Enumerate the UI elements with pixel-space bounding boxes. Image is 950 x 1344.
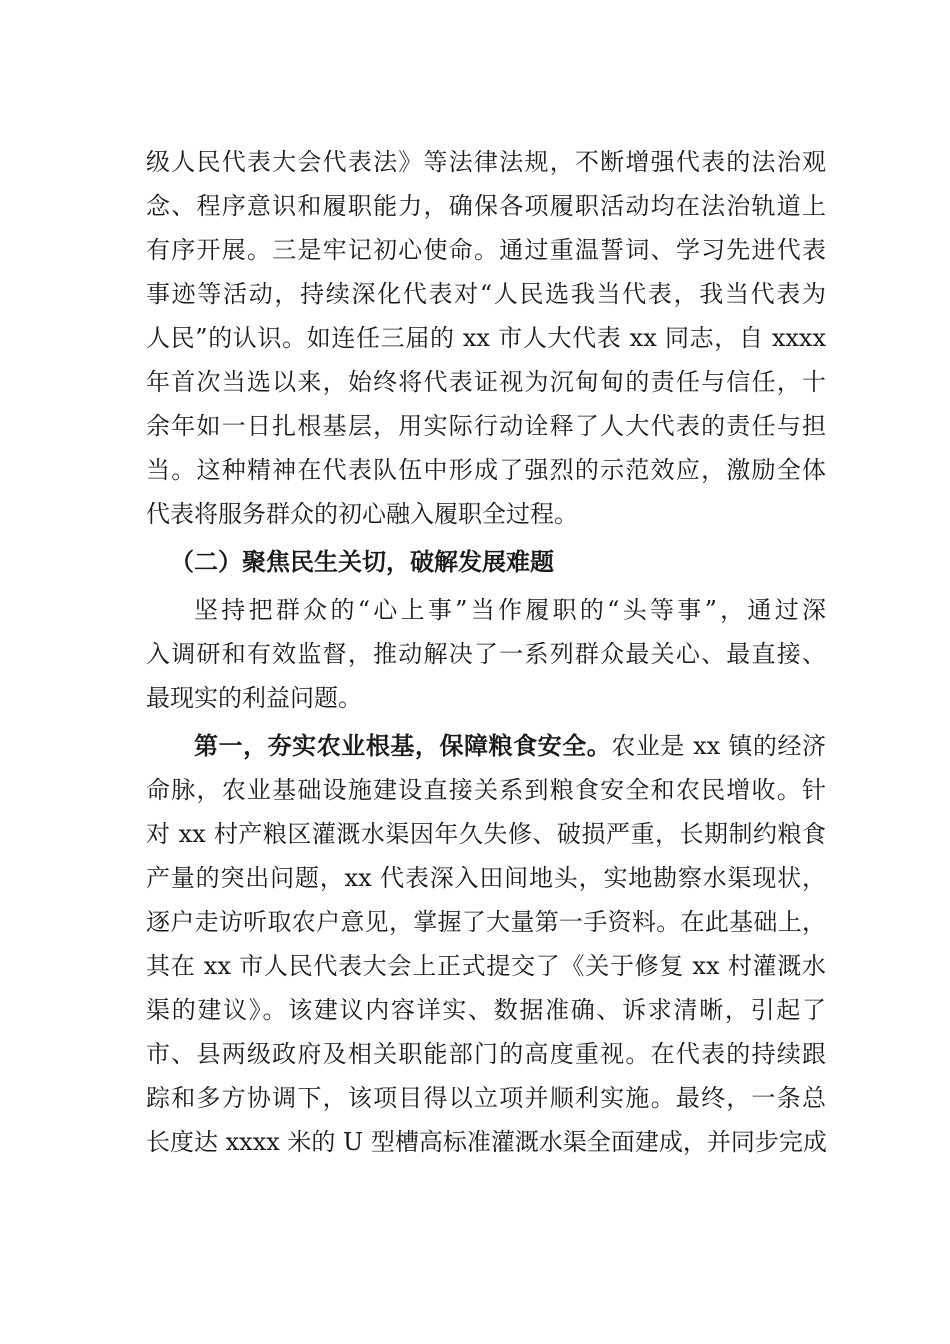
para3-lead-rest: 农业是 xx 镇的经济 xyxy=(611,732,826,760)
para2-line-1: 坚持把群众的“心上事”当作履职的“头等事”，通过深 xyxy=(194,596,826,624)
para3-line-7: 渠的建议》。该建议内容详实、数据准确、诉求清晰，引起了 xyxy=(146,996,826,1024)
para3-line-6: 其在 xx 市人民代表大会上正式提交了《关于修复 xx 村灌溉水 xyxy=(146,952,826,980)
para2-line-2: 入调研和有效监督，推动解决了一系列群众最关心、最直接、 xyxy=(146,640,826,668)
para3-line-3: 对 xx 村产粮区灌溉水渠因年久失修、破损严重，长期制约粮食 xyxy=(146,820,826,848)
para3-line-4: 产量的突出问题，xx 代表深入田间地头，实地勘察水渠现状， xyxy=(146,864,826,892)
para3-line-9: 踪和多方协调下，该项目得以立项并顺利实施。最终，一条总 xyxy=(146,1084,826,1112)
para3-line-8: 市、县两级政府及相关职能部门的高度重视。在代表的持续跟 xyxy=(146,1040,826,1068)
para3-lead-bold: 第一，夯实农业根基，保障粮食安全。 xyxy=(194,731,612,760)
para1-line-6: 年首次当选以来，始终将代表证视为沉甸甸的责任与信任，十 xyxy=(146,368,826,396)
para1-line-8: 当。这种精神在代表队伍中形成了强烈的示范效应，激励全体 xyxy=(146,456,826,484)
para1-line-7: 余年如一日扎根基层，用实际行动诠释了人大代表的责任与担 xyxy=(146,412,826,440)
para3-line-2: 命脉，农业基础设施建设直接关系到粮食安全和农民增收。针 xyxy=(146,776,826,804)
para1-line-2: 念、程序意识和履职能力，确保各项履职活动均在法治轨道上 xyxy=(146,192,826,220)
para1-line-4: 事迹等活动，持续深化代表对“人民选我当代表，我当代表为 xyxy=(146,280,826,308)
para1-line-3: 有序开展。三是牢记初心使命。通过重温誓词、学习先进代表 xyxy=(146,236,826,264)
para1-line-5: 人民”的认识。如连任三届的 xx 市人大代表 xx 同志，自 xxxx xyxy=(146,324,826,352)
section-heading: （二）聚焦民生关切，破解发展难题 xyxy=(170,547,554,576)
para3-line-10: 长度达 xxxx 米的 U 型槽高标准灌溉水渠全面建成，并同步完成 xyxy=(146,1128,827,1156)
para1-line-1: 级人民代表大会代表法》等法律法规，不断增强代表的法治观 xyxy=(146,148,826,176)
para2-line-3: 最现实的利益问题。 xyxy=(146,684,362,712)
para1-line-9: 代表将服务群众的初心融入履职全过程。 xyxy=(146,500,578,528)
para3-lead-line xyxy=(194,726,826,766)
para3-line-5: 逐户走访听取农户意见，掌握了大量第一手资料。在此基础上， xyxy=(146,908,826,936)
